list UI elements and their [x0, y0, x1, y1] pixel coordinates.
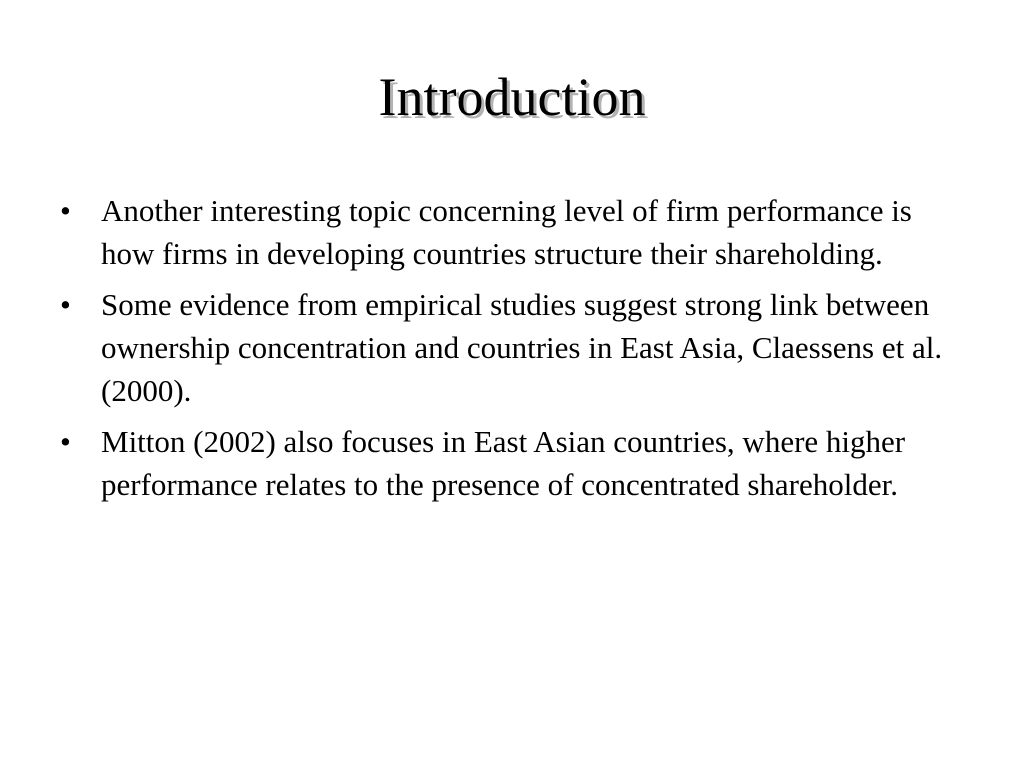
bullet-text: Another interesting topic concerning level of firm performance is how firms in developing countries structure their shareholding.	[101, 193, 912, 271]
bullet-text: Mitton (2002) also focuses in East Asian countries, where higher performance relates to the presence of concentrated shareholder.	[101, 424, 906, 502]
bullet-marker: •	[60, 287, 71, 322]
bullet-marker: •	[60, 424, 71, 459]
slide-title: Introduction	[378, 67, 646, 127]
bullet-text: Some evidence from empirical studies suggest strong link between ownership concentration and countries in East Asia, Claessens et al. (2000).	[101, 287, 943, 408]
bullet-marker: •	[60, 193, 71, 228]
bullet-list	[60, 189, 960, 514]
bullet-item-1	[60, 189, 960, 275]
bullet-item-3	[60, 420, 960, 506]
bullet-item-2	[60, 283, 960, 412]
